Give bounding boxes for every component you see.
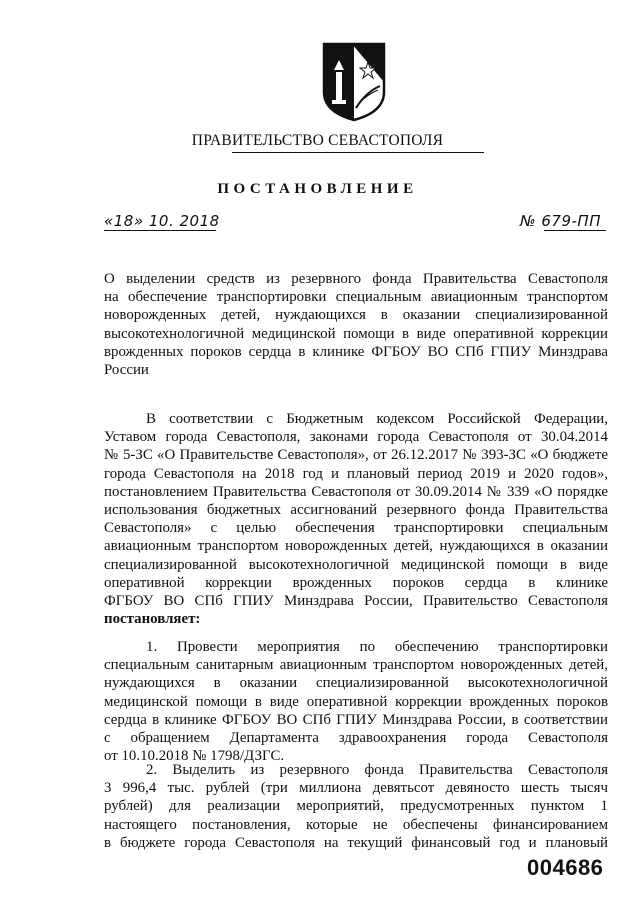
document-title: ПОСТАНОВЛЕНИЕ — [217, 181, 418, 197]
item-2 — [104, 761, 608, 852]
preamble-line: авиационным транспортом новорожденных детей, нуждающихся в оказании — [104, 538, 608, 555]
subject-line: высокотехнологичной медицинской помощи в виде оперативной коррекции — [104, 325, 608, 342]
item-2-line: рублей) для реализации мероприятий, предусмотренных пунктом 1 — [104, 798, 608, 815]
item-1-line: специальным санитарным авиационным транспортом новорожденных детей, — [104, 657, 608, 674]
decree-date — [104, 212, 220, 231]
preamble-line: оперативной коррекции врожденных пороков сердца в клинике — [104, 574, 608, 591]
government-underline — [232, 152, 484, 153]
item-1-line: 1. Провести мероприятия по обеспечению транспортировки — [146, 639, 608, 655]
preamble-line: Уставом города Севастополя, законами города Севастополя от 30.04.2014 — [104, 429, 608, 446]
sevastopol-coat-of-arms-icon — [322, 42, 386, 122]
preamble-line: постановлением Правительства Севастополя от 30.09.2014 № 339 «О порядке — [104, 483, 608, 500]
item-1-line: медицинской помощи в виде оперативной коррекции врожденных пороков — [104, 693, 608, 710]
serial-number: 004686 — [527, 855, 604, 880]
preamble-line: В соответствии с Бюджетным кодексом Российской Федерации, — [146, 411, 608, 427]
decree-date-value: «18» 10. 2018 — [104, 212, 220, 230]
number-underline — [544, 230, 606, 231]
subject-line: О выделении средств из резервного фонда Правительства Севастополя — [104, 271, 608, 287]
decree-number-value: № 679-ПП — [520, 212, 601, 230]
preamble-line: № 5-ЗС «О Правительстве Севастополя», от 26.12.2017 № 393-ЗС «О бюджете — [104, 447, 608, 464]
preamble-line: Севастополя» с целью обеспечения транспортировки специальным — [104, 520, 608, 537]
item-1 — [104, 638, 608, 765]
preamble-line: города Севастополя на 2018 год и плановый период 2019 и 2020 годов», — [104, 465, 608, 482]
item-1-line: сердца в клинике ФГБОУ ВО СПб ГПИУ Минздрава России, в соответствии — [104, 711, 608, 728]
preamble — [104, 410, 608, 628]
resolves-word: постановляет: — [104, 611, 201, 628]
government-name: ПРАВИТЕЛЬСТВО СЕВАСТОПОЛЯ — [191, 132, 444, 149]
preamble-line: специализированной высокотехнологичной медицинской помощи в виде — [104, 556, 608, 573]
item-2-line: 3 996,4 тыс. рублей (три миллиона девятьсот девяносто шесть тысяч — [104, 780, 608, 797]
preamble-line: ФГБОУ ВО СПб ГПИУ Минздрава России, Правительство Севастополя — [104, 592, 608, 609]
subject-line: России — [104, 361, 149, 378]
item-2-line: 2. Выделить из резервного фонда Правительства Севастополя — [146, 762, 608, 778]
subject-line: на обеспечение транспортировки специальным авиационным транспортом — [104, 289, 608, 306]
preamble-line: использования бюджетных ассигнований резервного фонда Правительства — [104, 501, 608, 518]
item-1-line: нуждающихся в оказании специализированной высокотехнологичной — [104, 675, 608, 692]
decree-number — [520, 212, 601, 231]
decree-subject — [104, 270, 608, 379]
subject-line: врожденных пороков сердца в клинике ФГБОУ ВО СПб ГПИУ Минздрава — [104, 343, 608, 360]
date-underline — [104, 230, 216, 231]
item-2-line: настоящего постановления, которые не обеспечены финансированием — [104, 816, 608, 833]
item-2-line: в бюджете города Севастополя на текущий финансовый год и плановый — [104, 834, 608, 851]
item-1-line: от 10.10.2018 № 1798/ДЗГС. — [104, 748, 285, 765]
subject-line: новорожденных детей, нуждающихся в оказании специализированной — [104, 307, 608, 324]
item-1-line: с обращением Департамента здравоохранения города Севастополя — [104, 729, 608, 746]
